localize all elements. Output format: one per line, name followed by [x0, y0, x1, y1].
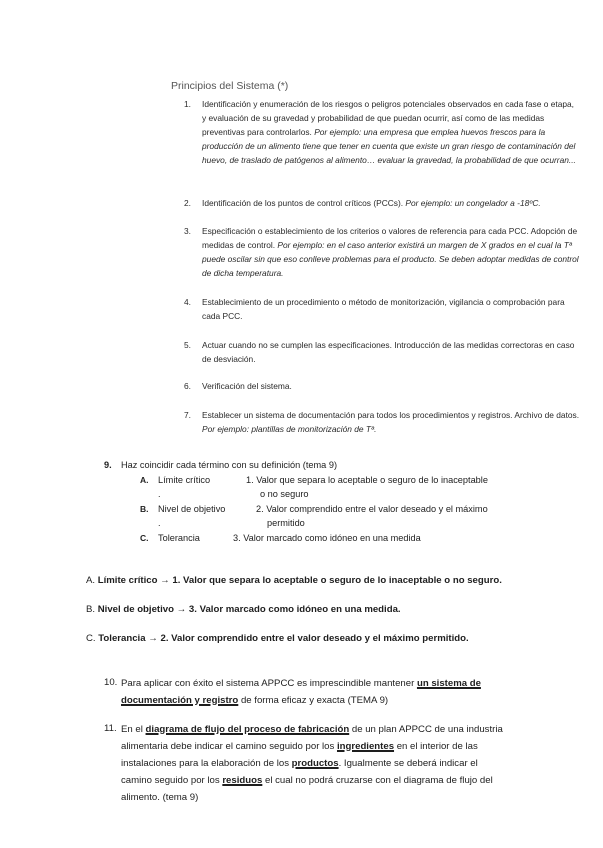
definition-text: 3. Valor marcado como idóneo en una medida — [233, 533, 421, 543]
principle-item — [184, 224, 579, 282]
keyword: diagrama de flujo del proceso de fabricación — [145, 724, 350, 735]
term-letter: A. — [140, 475, 149, 485]
answer-line: A. Límite crítico → 1. Valor que separa lo aceptable o seguro de lo inaceptable o no seguro. — [86, 575, 502, 586]
principle-text: Identificación y enumeración de los riesgos o peligros potenciales observados en cada fase o etapa, y evaluación de su gravedad y probabilidad de que puedan ocurrir, así como de las medidas preventivas para controlarlos. Por ejemplo: una empresa que emplea huevos frescos para la producción de un alimento tiene que tener en cuenta que existe un gran riesgo de contaminación del huevo, de traslado de patógenos al alimento… evaluar la gravedad, la probabilidad de que ocurran... — [202, 99, 576, 165]
principle-text: Establecimiento de un procedimiento o método de monitorización, vigilancia o comprobación para cada PCC. — [202, 297, 565, 321]
keyword: residuos — [222, 775, 263, 786]
term-letter: C. — [140, 533, 149, 543]
principle-number: 4. — [184, 297, 191, 307]
principle-text: Verificación del sistema. — [202, 381, 292, 391]
matching-row — [140, 531, 560, 547]
keyword: productos — [291, 758, 339, 769]
principle-item — [184, 295, 579, 325]
keyword: ingredientes — [336, 741, 395, 752]
definition-text-continued: permitido — [267, 518, 305, 528]
question-9-prompt: Haz coincidir cada término con su definición (tema 9) — [121, 460, 338, 470]
principle-text: Establecer un sistema de documentación para todos los procedimientos y registros. Archivo de datos. Por ejemplo: plantillas de monitorización de Tª. — [202, 410, 580, 434]
principle-number: 3. — [184, 226, 191, 236]
blank-answer: un sistema de — [416, 678, 481, 689]
principle-text: Actuar cuando no se cumplen las especificaciones. Introducción de las medidas correctoras en caso de desviación. — [202, 340, 575, 364]
answer-line: B. Nivel de objetivo → 3. Valor marcado como idóneo en una medida. — [86, 604, 401, 615]
principle-item — [184, 196, 579, 212]
question-9-number: 9. — [104, 460, 112, 470]
definition-text: 1. Valor que separa lo aceptable o seguro de lo inaceptable — [246, 475, 488, 485]
matching-row — [140, 502, 560, 532]
principle-number: 5. — [184, 340, 191, 350]
principle-number: 1. — [184, 99, 191, 109]
principle-text: Identificación de los puntos de control críticos (PCCs). Por ejemplo: un congelador a -18ºC. — [202, 198, 541, 208]
matching-row — [140, 473, 560, 503]
term-letter: B. — [140, 504, 149, 514]
term-label: Tolerancia — [158, 533, 200, 543]
question-11-number: 11. — [104, 723, 117, 734]
principle-number: 6. — [184, 381, 191, 391]
blank-answer: documentación y registro — [121, 695, 239, 706]
principle-number: 2. — [184, 198, 191, 208]
principles-title: Principios del Sistema (*) — [171, 80, 289, 92]
term-dot: . — [158, 489, 161, 499]
principle-item — [184, 379, 579, 395]
term-dot: . — [158, 518, 161, 528]
answer-line: C. Tolerancia → 2. Valor comprendido entre el valor deseado y el máximo permitido. — [86, 633, 469, 644]
definition-text: 2. Valor comprendido entre el valor deseado y el máximo — [256, 504, 488, 514]
definition-text-continued: o no seguro — [260, 489, 309, 499]
term-label: Límite crítico — [158, 475, 211, 485]
principle-item — [184, 408, 579, 438]
question-10-number: 10. — [104, 677, 118, 688]
term-label: Nivel de objetivo — [158, 504, 226, 514]
principle-number: 7. — [184, 410, 191, 420]
question-11-text: En el diagrama de flujo del proceso de fabricación de un plan APPCC de una industria alimentaria debe indicar el camino seguido por los ingredientes en el interior de las instalaciones para la elaboración de los productos. Igualmente se deberá indicar el camino seguido por los residuos el cual no podrá cruzarse con el diagrama de flujo del alimento. (tema 9) — [121, 724, 503, 803]
principle-item — [184, 338, 579, 368]
principle-text: Especificación o establecimiento de los criterios o valores de referencia para cada PCC. Adopción de medidas de control. Por ejemplo: en el caso anterior existirá un margen de X grados en el cual la Tª puede oscilar sin que eso conlleve problemas para el producto. Se deben adoptar medidas de control de dicha temperatura. — [202, 226, 579, 278]
question-10-text: Para aplicar con éxito el sistema APPCC es imprescindible mantener un sistema de documentación y registro de forma eficaz y exacta (TEMA 9) — [121, 678, 481, 706]
principle-item — [184, 97, 579, 182]
